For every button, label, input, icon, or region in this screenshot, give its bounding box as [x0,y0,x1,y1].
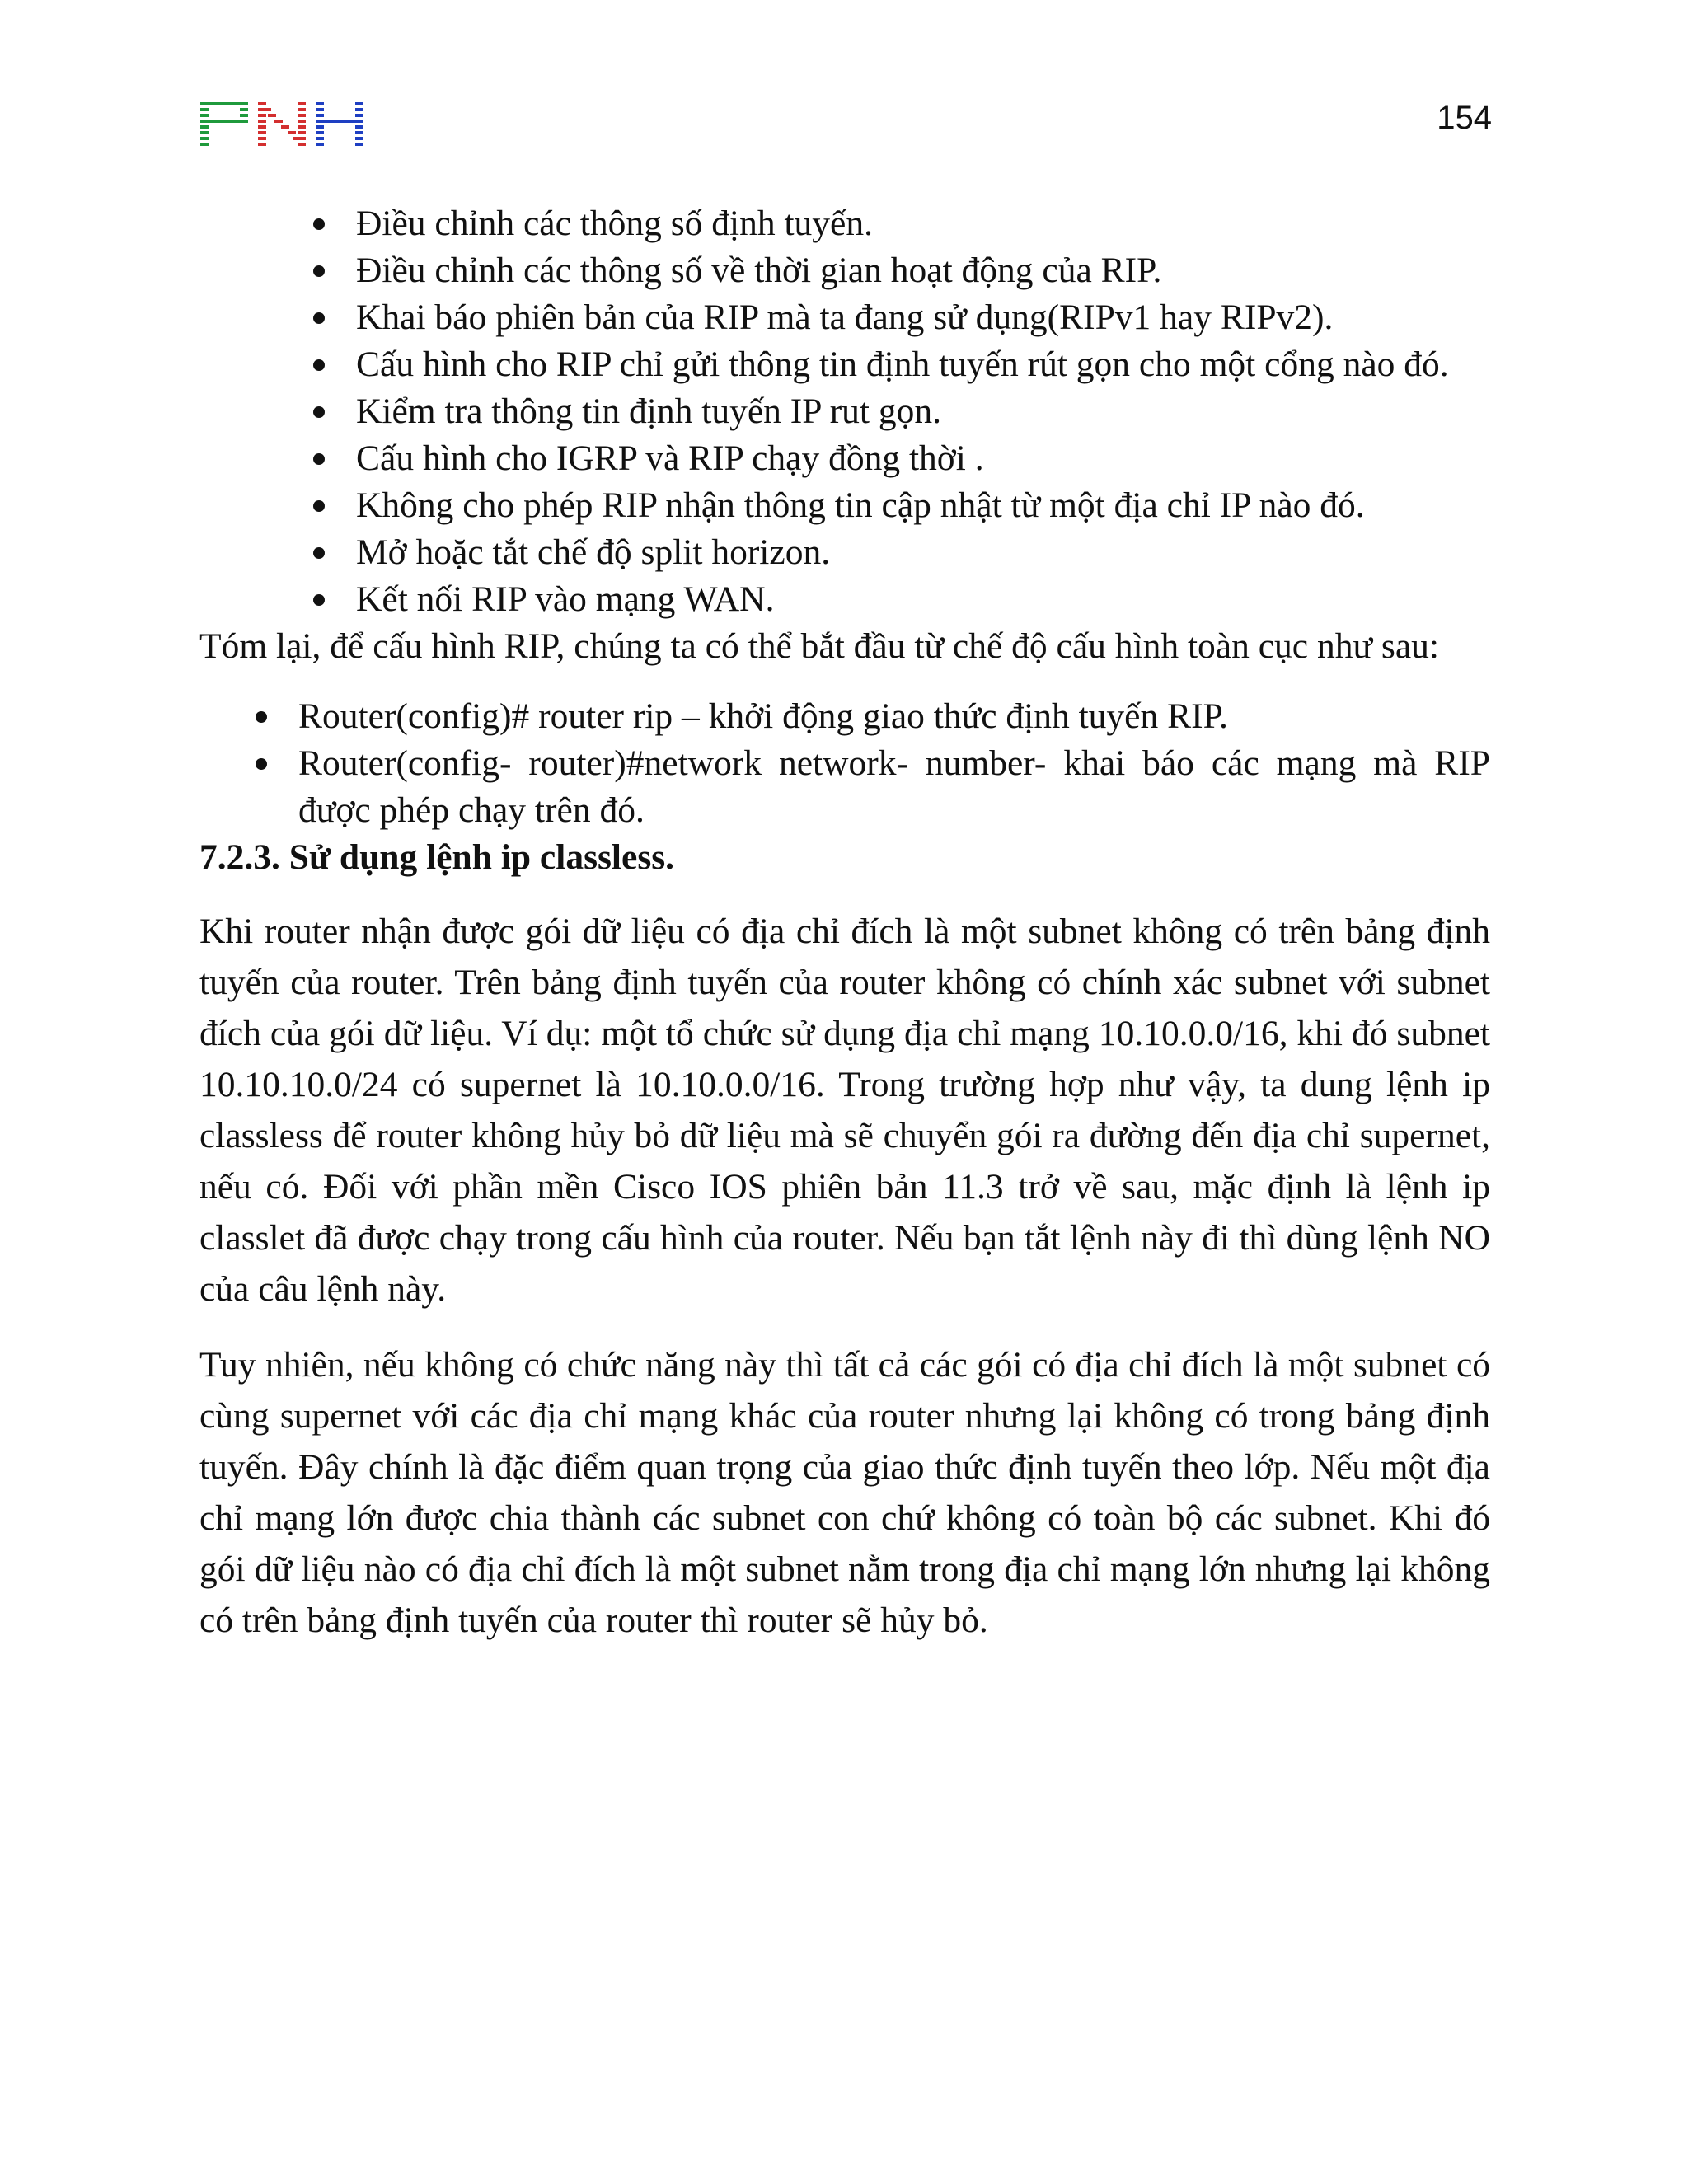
logo-stripe [298,125,306,129]
logo-stripe [316,120,363,123]
logo-stripe [200,131,209,134]
logo-stripe [258,108,271,111]
logo-stripe [316,131,324,134]
logo-stripe [200,102,248,105]
logo-stripe [355,114,363,117]
logo-stripe [258,125,266,129]
logo-stripe [316,137,324,140]
list-item: Cấu hình cho RIP chỉ gửi thông tin định tuyến rút gọn cho một cổng nào đó. [199,341,1490,388]
list-item: Cấu hình cho IGRP và RIP chạy đồng thời . [199,435,1490,482]
logo-stripe [355,137,363,140]
section-heading: 7.2.3. Sử dụng lệnh ip classless. [199,837,675,877]
logo-stripe [355,108,363,111]
page-content [199,200,1490,1671]
list-item: Kiểm tra thông tin định tuyến IP rut gọn. [199,388,1490,435]
list-item: Điều chỉnh các thông số về thời gian hoạt động của RIP. [199,247,1490,294]
logo-stripe [258,120,266,123]
logo-stripe [281,125,289,129]
logo-stripe [200,137,209,140]
list-item: Router(config- router)#network network- number- khai báo các mạng mà RIP được phép chạy trên đó. [199,740,1490,834]
logo-stripe [293,137,306,140]
list-item: Không cho phép RIP nhận thông tin cập nhật từ một địa chỉ IP nào đó. [199,482,1490,529]
logo-stripe [298,131,306,134]
logo-stripe [316,108,324,111]
logo-stripe [200,120,248,123]
logo-stripe [298,108,306,111]
list-item: Kết nối RIP vào mạng WAN. [199,576,1490,623]
logo-stripe [298,114,306,117]
logo-stripe [258,102,266,105]
logo-stripe [355,131,363,134]
logo-stripe [274,120,283,123]
logo-stripe [316,143,324,146]
logo-stripe [316,114,324,117]
logo-stripe [268,114,276,117]
logo-stripe [288,131,296,134]
logo-stripe [200,143,209,146]
logo-stripe [316,125,324,129]
logo-stripe [200,114,209,117]
logo-stripe [240,108,248,111]
logo-stripe [258,114,266,117]
logo-stripe [298,102,306,105]
list-item: Khai báo phiên bản của RIP mà ta đang sử dụng(RIPv1 hay RIPv2). [199,294,1490,341]
list-item: Router(config)# router rip – khởi động giao thức định tuyến RIP. [199,693,1490,740]
body-paragraph: Tuy nhiên, nếu không có chức năng này thì tất cả các gói có địa chỉ đích là một subnet có cùng supernet với các địa chỉ mạng khác của router nhưng lại không có trong bảng định tuyến. Đây chính là đặc điểm quan trọng của giao thức định tuyến theo lớp. Nếu một địa chỉ mạng lớn được chia thành các subnet con chứ không có toàn bộ các subnet. Khi đó gói dữ liệu nào có địa chỉ đích là một subnet nằm trong địa chỉ mạng lớn nhưng lại không có trên bảng định tuyến của router thì router sẽ hủy bỏ. [199,1345,1490,1640]
logo-stripe [200,125,209,129]
summary-paragraph: Tóm lại, để cấu hình RIP, chúng ta có thể bắt đầu từ chế độ cấu hình toàn cục như sau: [199,626,1439,666]
list-item: Mở hoặc tắt chế độ split horizon. [199,529,1490,576]
logo-stripe [258,131,266,134]
logo-stripe [355,143,363,146]
body-paragraph: Khi router nhận được gói dữ liệu có địa chỉ đích là một subnet không có trên bảng định tuyến của router. Trên bảng định tuyến của router không có chính xác subnet với subnet đích của gói dữ liệu. Ví dụ: một tổ chức sử dụng địa chỉ mạng 10.10.0.0/16, khi đó subnet 10.10.10.0/24 có supernet là 10.10.0.0/16. Trong trường hợp như vậy, ta dung lệnh ip classless để router không hủy bỏ dữ liệu mà sẽ chuyển gói ra đường đến địa chỉ supernet, nếu có. Đối với phần mền Cisco IOS phiên bản 11.3 trở về sau, mặc định là lệnh ip classlet đã được chạy trong cấu hình của router. Nếu bạn tắt lệnh này đi thì dùng lệnh NO của câu lệnh này. [199,912,1490,1309]
list-item: Điều chỉnh các thông số định tuyến. [199,200,1490,247]
logo-stripe [316,102,324,105]
logo-stripe [355,125,363,129]
logo-stripe [240,114,248,117]
page-number: 154 [1437,100,1492,136]
logo-stripe [258,143,266,146]
logo-stripe [258,137,266,140]
logo-stripe [298,120,306,123]
rip-command-list [199,693,1490,834]
logo-stripe [355,102,363,105]
logo-stripe [200,108,209,111]
pnh-logo [200,102,365,148]
rip-task-list [199,200,1490,623]
logo-stripe [298,143,306,146]
